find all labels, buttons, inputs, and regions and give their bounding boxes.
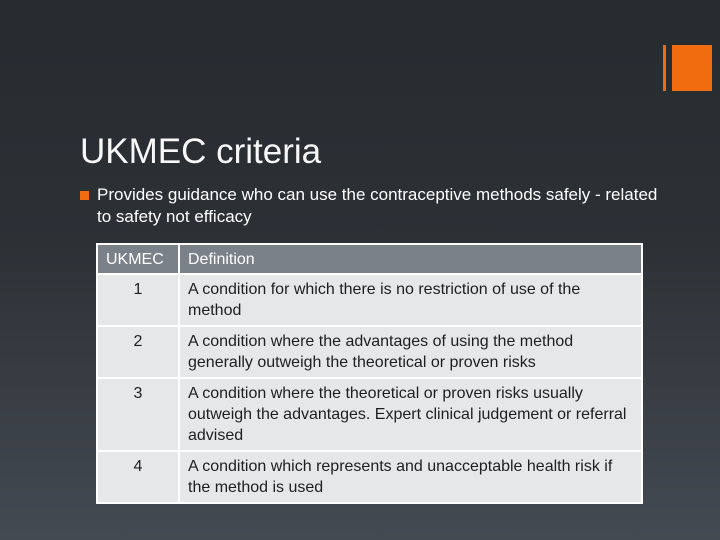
definition-cell: A condition which represents and unacceptable health risk if the method is used	[179, 451, 642, 503]
definition-cell: A condition where the theoretical or proven risks usually outweigh the advantages. Expert clinical judgement or referral advised	[179, 378, 642, 451]
level-cell: 1	[97, 274, 179, 326]
accent-bar-thin	[663, 45, 666, 91]
definition-cell: A condition for which there is no restriction of use of the method	[179, 274, 642, 326]
header-definition: Definition	[179, 244, 642, 274]
table-row	[97, 451, 642, 503]
table-row	[97, 378, 642, 451]
level-cell: 2	[97, 326, 179, 378]
bullet-text: Provides guidance who can use the contraceptive methods safely - related to safety not efficacy	[97, 185, 658, 226]
bullet-point	[80, 184, 660, 228]
level-cell: 3	[97, 378, 179, 451]
table-row	[97, 274, 642, 326]
header-ukmec: UKMEC	[97, 244, 179, 274]
ukmec-table	[96, 243, 643, 504]
definition-cell: A condition where the advantages of using the method generally outweigh the theoretical or proven risks	[179, 326, 642, 378]
table-header-row	[97, 244, 642, 274]
table-row	[97, 326, 642, 378]
accent-bar-thick	[672, 45, 712, 91]
slide-title: UKMEC criteria	[80, 132, 322, 171]
level-cell: 4	[97, 451, 179, 503]
square-bullet-icon	[80, 191, 89, 200]
